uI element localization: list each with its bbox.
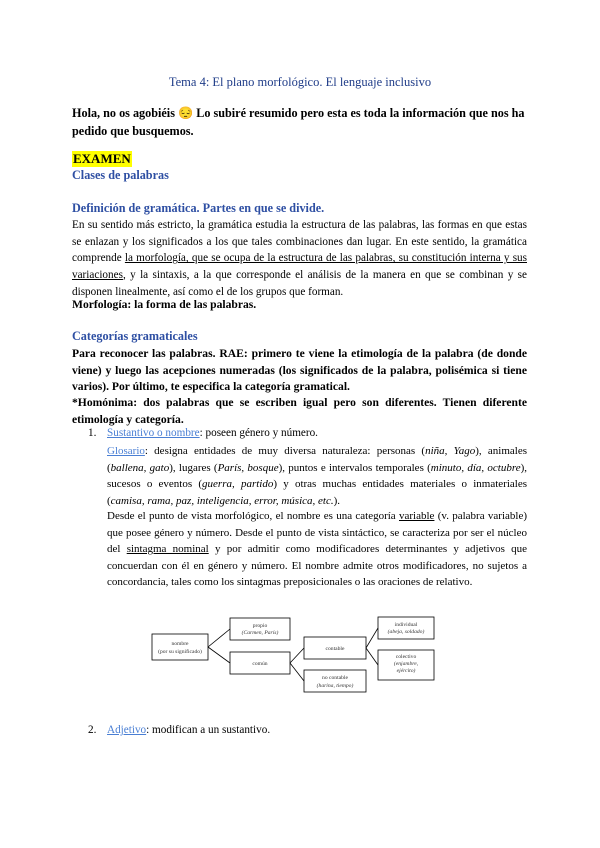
glossary-text: ). <box>333 494 341 507</box>
glossary-example: ballena, gato <box>110 461 170 474</box>
glossary-example: París, bosque <box>217 461 279 474</box>
document-title: Tema 4: El plano morfológico. El lenguaje inclusivo <box>168 75 432 89</box>
diagram-connector <box>290 648 304 663</box>
glossary-text: ), lugares ( <box>169 461 218 474</box>
morph-text: Desde el punto de vista morfológico, el nombre es una categoría <box>107 510 399 522</box>
adjective-link[interactable]: Adjetivo <box>107 724 147 736</box>
list-item-1 <box>107 427 318 439</box>
noun-desc: : poseen género y número. <box>199 427 318 439</box>
diagram-individual-examples: (abeja, soldado) <box>387 629 425 635</box>
glossary-example: camisa, rama, paz, inteligencia, error, música, etc. <box>110 494 334 507</box>
definition-text-a: En su sentido más estricto, la gramática estudia la estructura de las palabras, las formas en que estas se enlazan y los significados a los que tales combinaciones dan lugar. En este sentido, la gramática comprende <box>72 219 527 265</box>
glossary-text: ) y otras muchas entidades materiales o inmateriales ( <box>107 478 528 507</box>
diagram-no-contable-examples: (harina, tiempo) <box>316 683 354 689</box>
diagram-comun-label: común <box>252 661 268 667</box>
list-item-1-number: 1. <box>88 427 97 439</box>
variable-term: variable <box>399 510 435 522</box>
intro-paragraph: Hola, no os agobiéis 😔 Lo subiré resumido pero esta es toda la información que nos ha pedido que busquemos. <box>72 106 525 138</box>
diagram-connector <box>290 663 304 681</box>
list-item-2 <box>107 724 270 736</box>
morphology-definition: Morfología: la forma de las palabras. <box>72 298 257 311</box>
diagram-propio-label: propio <box>252 623 268 629</box>
diagram-connector <box>208 629 230 647</box>
diagram-connector <box>208 647 230 663</box>
diagram-propio-examples: (Carmen, París) <box>241 630 279 636</box>
definition-text-b: , y la sintaxis, a la que corresponde el análisis de la manera en que se combinan y se disponen linealmente, así como el de los grupos que forman. <box>72 269 527 298</box>
glossary-example: minuto, día, octubre <box>430 461 521 474</box>
diagram-connector <box>366 628 378 648</box>
noun-classification-diagram <box>140 612 440 694</box>
section-heading-classes: Clases de palabras <box>72 168 169 182</box>
diagram-colectivo-examples: (enjambre, <box>393 661 419 667</box>
glossary-text: ), animales ( <box>107 445 527 474</box>
diagram-box-propio <box>230 618 290 640</box>
glossary-text: : designa entidades de muy diversa naturaleza: personas ( <box>144 445 426 457</box>
diagram-contable-label: contable <box>325 646 345 652</box>
diagram-colectivo-label: colectivo <box>395 654 417 660</box>
diagram-box-individual <box>378 617 434 639</box>
glossary-text: ), puntos e intervalos temporales ( <box>278 461 431 474</box>
definition-paragraph <box>72 217 527 301</box>
definition-heading: Definición de gramática. Partes en que se divide. <box>72 201 325 215</box>
categories-heading: Categorías gramaticales <box>72 329 198 343</box>
list-item-2-number: 2. <box>88 724 97 736</box>
diagram-root-sublabel: (por su significado) <box>158 649 202 655</box>
glossary-paragraph <box>107 443 527 509</box>
diagram-colectivo-examples-2: ejército) <box>396 668 416 674</box>
nominal-phrase-term: sintagma nominal <box>126 543 209 556</box>
definition-underlined: la morfología, que se ocupa de la estructura de las palabras, su constitución interna y sus variaciones <box>72 252 527 282</box>
recognize-paragraph: Para reconocer las palabras. RAE: primero te viene la etimología de la palabra (de donde viene) y luego las acepciones numeradas (los significados de la palabra, polisémica si tiene varios). Por último, te especifica la categoría gramatical. <box>72 347 527 393</box>
glossary-link[interactable]: Glosario <box>107 445 145 457</box>
glossary-example: guerra, partido <box>202 478 274 491</box>
exam-highlight: EXAMEN <box>73 151 131 166</box>
morph-text: (v. palabra variable) que posee género y número. Desde el punto de vista sintáctico, se caracteriza por ser el núcleo del <box>107 510 527 556</box>
homonym-paragraph: *Homónima: dos palabras que se escriben igual pero son diferentes. Tienen diferente etimología y categoría. <box>72 396 527 426</box>
morphology-paragraph <box>107 508 527 591</box>
diagram-box-root <box>152 634 208 660</box>
adjective-desc: : modifican a un sustantivo. <box>146 724 271 736</box>
diagram-root-label: nombre <box>171 641 189 647</box>
diagram-individual-label: individual <box>394 622 418 628</box>
diagram-no-contable-label: no contable <box>322 675 348 681</box>
glossary-text: ), sucesos o eventos ( <box>107 461 527 491</box>
glossary-example: niña, Yago <box>425 445 476 457</box>
diagram-connector <box>366 648 378 665</box>
noun-link[interactable]: Sustantivo o nombre <box>107 427 200 439</box>
morph-text: y por admitir como modificadores determinantes y adjetivos que concuerdan con él en género y número. El nombre admite otros modificadores, no sujetos a concordancia, tales como los sintagmas preposicionales o las oraciones de relativo. <box>107 543 527 589</box>
